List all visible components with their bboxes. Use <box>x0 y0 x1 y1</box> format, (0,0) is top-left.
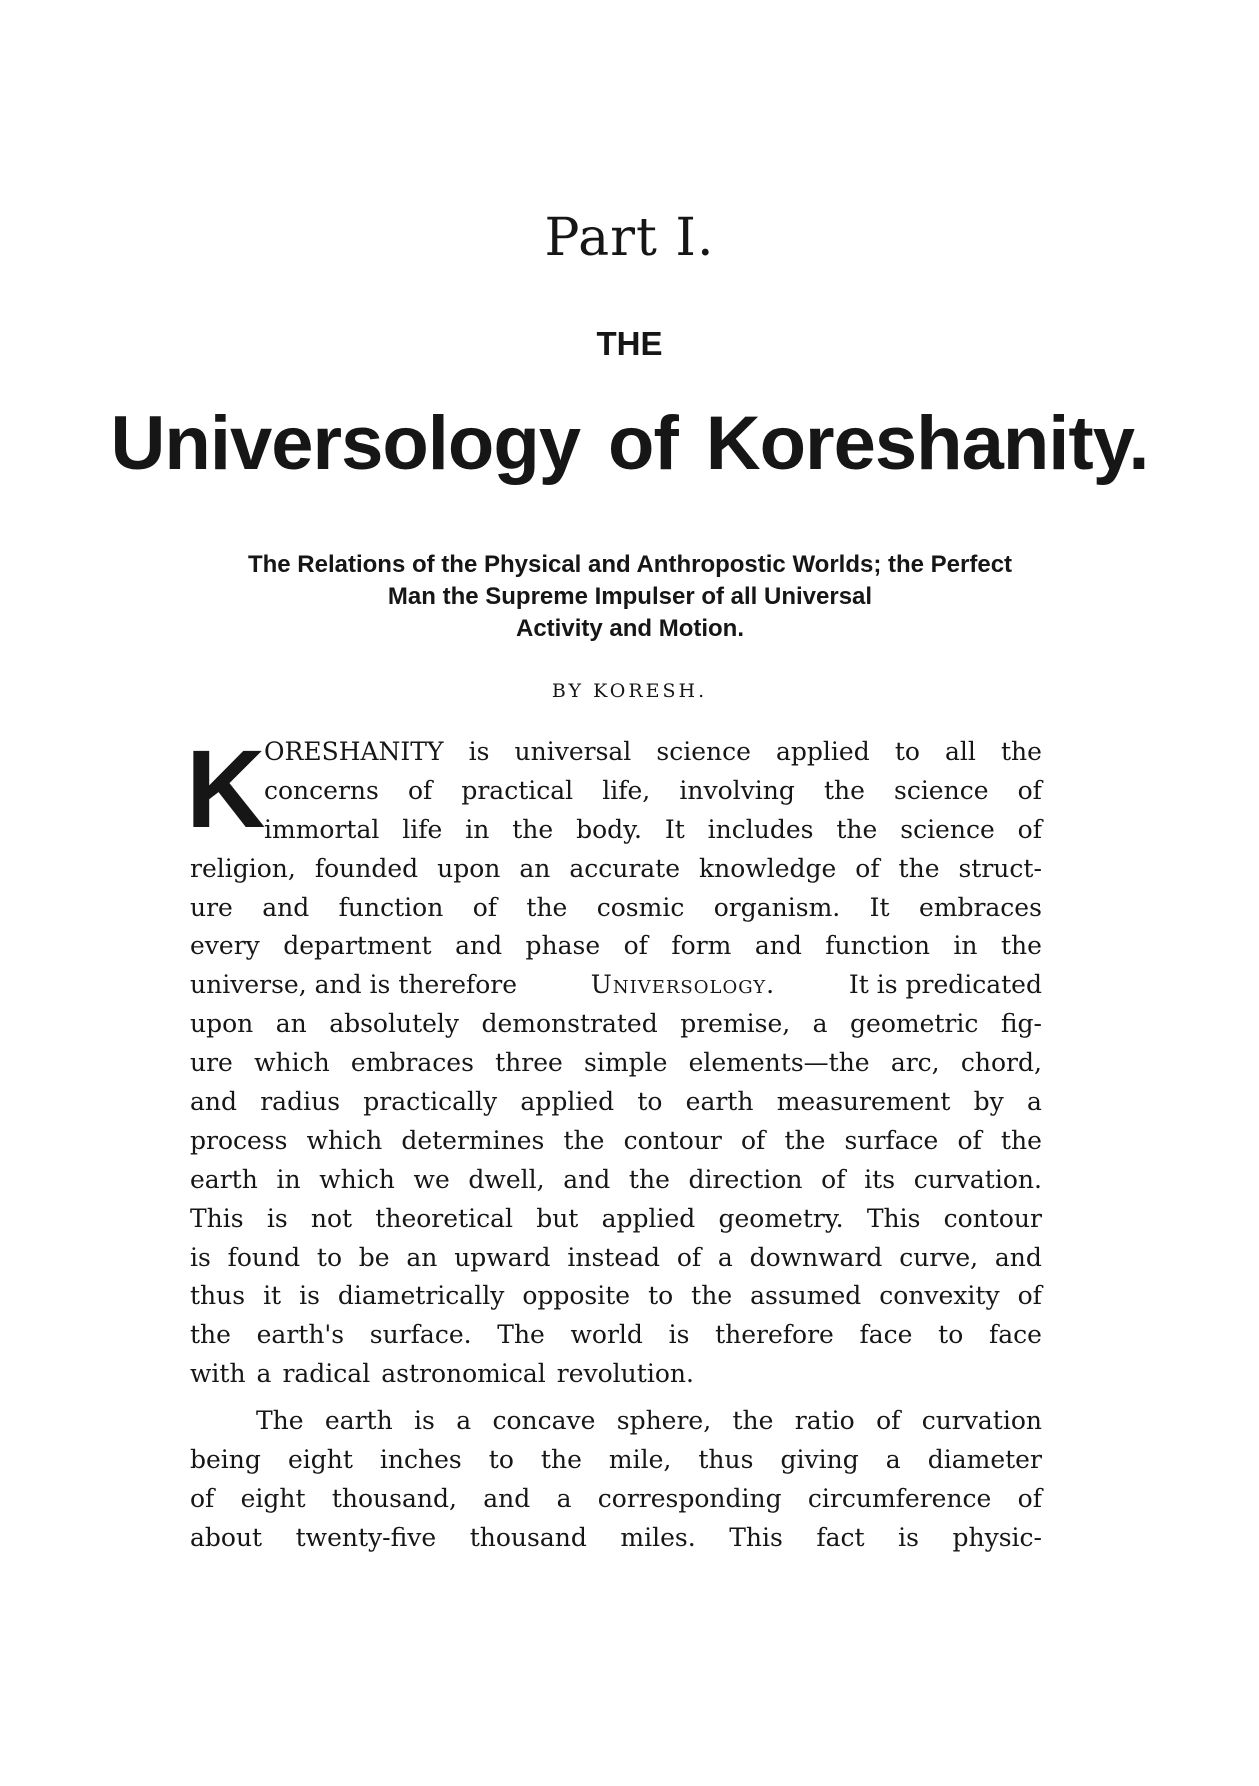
text-line: upon an absolutely demonstrated premise, a geometric fig- <box>190 1009 1042 1039</box>
body-text <box>186 728 1042 1558</box>
drop-cap: K <box>186 728 266 851</box>
text-line: religion, founded upon an accurate knowledge of the struct- <box>190 853 1042 883</box>
text-line: ure and function of the cosmic organism. It embraces <box>190 892 1042 922</box>
byline: BY KORESH. <box>551 680 708 702</box>
text-line: of eight thousand, and a corresponding circumference of <box>190 1483 1042 1513</box>
subtitle-line: Activity and Motion. <box>516 615 744 642</box>
text-line: thus it is diametrically opposite to the assumed convexity of <box>190 1281 1042 1311</box>
text-line: and radius practically applied to earth measurement by a <box>190 1087 1042 1117</box>
text-line: with a radical astronomical revolution. <box>190 1359 694 1389</box>
text-run: universe, and is therefore <box>190 970 518 1000</box>
text-line: being eight inches to the mile, thus giving a diameter <box>190 1445 1042 1475</box>
text-line: immortal life in the body. It includes the science of <box>264 814 1042 844</box>
text-line: is found to be an upward instead of a downward curve, and <box>190 1242 1042 1272</box>
text-line: every department and phase of form and function in the <box>190 931 1042 961</box>
text-line: The earth is a concave sphere, the ratio of curvation <box>256 1406 1042 1436</box>
subtitle-line: Man the Supreme Impulser of all Universal <box>387 583 873 610</box>
paragraph-1 <box>186 728 1042 1394</box>
part-heading: Part I. <box>544 208 715 268</box>
text-run: It is predicated <box>848 970 1042 1000</box>
page-title <box>0 400 1259 487</box>
text-line <box>190 966 1042 1005</box>
subtitle-line: The Relations of the Physical and Anthropostic Worlds; the Perfect <box>247 551 1013 578</box>
title-word: Universology <box>110 401 581 486</box>
text-line: earth in which we dwell, and the direction of its curvation. <box>190 1164 1042 1194</box>
title-word: Koreshanity. <box>705 401 1149 486</box>
text-line: This is not theoretical but applied geometry. This contour <box>190 1203 1042 1233</box>
title-word: of <box>608 401 678 486</box>
paragraph-2 <box>190 1402 1042 1558</box>
small-caps-term: Universology. <box>590 970 776 1000</box>
text-line: about twenty-five thousand miles. This fact is physic- <box>190 1522 1042 1552</box>
text-line: ure which embraces three simple elements—the arc, chord, <box>190 1048 1042 1078</box>
text-line: concerns of practical life, involving the science of <box>264 775 1042 805</box>
text-line: the earth's surface. The world is therefore face to face <box>190 1320 1042 1350</box>
text-line: ORESHANITY is universal science applied to all the <box>264 737 1042 766</box>
text-line: process which determines the contour of the surface of the <box>190 1125 1042 1155</box>
title-article: THE <box>596 325 663 362</box>
subtitle <box>170 549 1090 645</box>
